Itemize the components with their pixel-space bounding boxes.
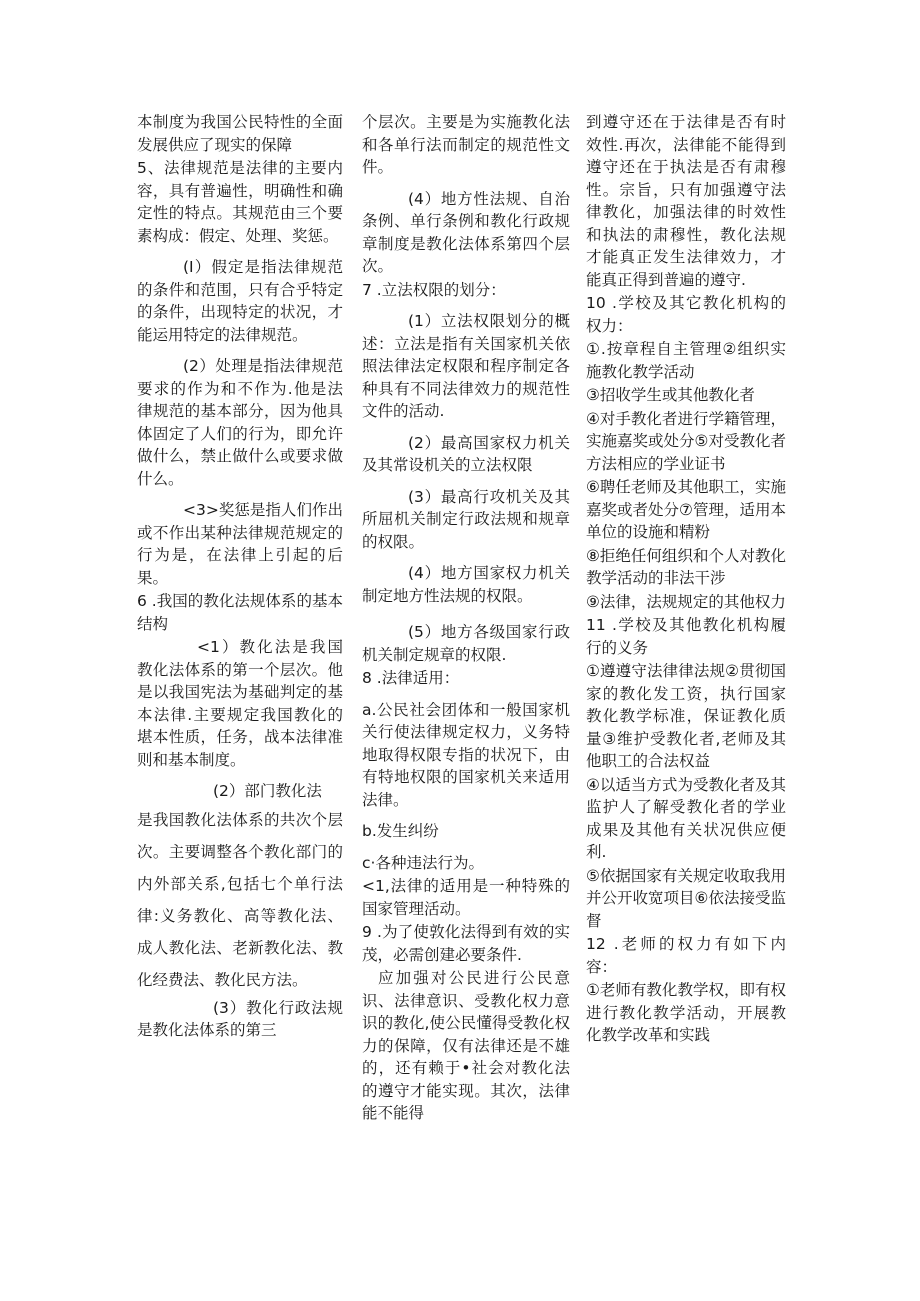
section-9-heading: 9 .为了使敦化法得到有效的实茂，必需创建必要条件. (362, 923, 570, 964)
paragraph: b.发生纠纷 (362, 822, 439, 840)
paragraph: (2）部门教化法 (213, 782, 322, 800)
paragraph: (3）教化行政法规是教化法体系的第三 (137, 998, 343, 1039)
paragraph: 本制度为我国公民特性的全面发展供应了现实的保障 (137, 113, 343, 154)
paragraph: (2）最高国家权力机关及其常设机关的立法权限 (362, 433, 570, 474)
list-item: ⑨法律，法规规定的其他权力 (586, 592, 786, 611)
text-column-left (137, 111, 343, 1043)
list-item: ④对手教化者进行学籍管理，实施嘉奖或处分⑤对受教化者方法相应的学业证书 (586, 409, 786, 473)
list-item: ⑤依据国家有关规定收取我用并公开收宽项目⑥依法接受监督 (586, 866, 786, 930)
section-5-paragraph: 5、法律规范是法律的主要内容，具有普遍性，明确性和确定性的特点。其规范由三个要素构成：假定、处理、奖惩。 (137, 159, 343, 245)
list-item: ③招收学生或其他教化者 (586, 386, 755, 404)
paragraph: (2）处理是指法律规范要求的作为和不作为.他是法律规范的基本部分，因为他具体固定了人们的行为，即允许做什么，禁止做什么或要求做什么。 (137, 357, 343, 488)
paragraph: 到遵守还在于法律是否有时效性.再次，法律能不能得到遵守还在于执法是否有肃穆性。宗旨，只有加强遵守法律教化，加强法律的时效性和执法的肃穆性，教化法规才能真正发生法律效力，才能真正得到普遍的遵守. (586, 113, 786, 289)
paragraph: <3>奖惩是指人们作出或不作出某种法律规范规定的行为是，在法律上引起的后果。 (137, 501, 343, 587)
section-11-heading: 11 .学校及其他教化机构履行的义务 (586, 616, 786, 657)
paragraph: (1）立法权限划分的概述：立法是指有关国家机关依照法律法定权限和程序制定各种具有不同法律效力的规范性文件的活动. (362, 312, 570, 420)
list-item: ①老师有教化教学权，即有权进行教化教学活动，开展教化教学改革和实践 (586, 981, 786, 1044)
text-column-right (586, 111, 786, 1048)
list-item: ⑥聘任老师及其他职工，实施嘉奖或者处分⑦管理，适用本单位的设施和精粉 (586, 478, 786, 541)
text-column-middle (362, 111, 570, 1126)
section-6-heading: 6 .我国的教化法规体系的基本结构 (137, 592, 343, 633)
paragraph: <1,法律的适用是一种特殊的国家管理活动。 (362, 877, 570, 918)
paragraph: 个层次。主要是为实施教化法和各单行法而制定的规范性文件。 (362, 113, 570, 176)
paragraph: 应加强对公民进行公民意识、法律意识、受教化权力意识的教化,使公民懂得受教化权力的保障，仅有法律还是不雄的，还有赖于•社会对教化法的遵守才能实现。其次，法律能不能得 (362, 969, 570, 1122)
list-item: ①.按章程自主管理②组织实施教化教学活动 (586, 340, 786, 381)
paragraph: <1）教化法是我国教化法体系的第一个层次。他是以我国宪法为基础判定的基本法律.主要规定我国教化的堪本性质，任务，战本法律准则和基本制度。 (137, 638, 343, 769)
list-item: ①遵遵守法律律法规②贯彻国家的教化发工资，执行国家教化教学标准，保证教化质量③维护受教化者,老师及其他职工的合法权益 (586, 662, 786, 770)
section-7-heading: 7 .立法权限的划分： (362, 280, 506, 299)
paragraph: (3）最高行攻机关及其所屈机关制定行政法规和规章的权限。 (362, 487, 570, 551)
paragraph: a.公民社会团体和一般国家机关行使法律规定权力，义务特地取得权限专指的状况下，由有特地权限的国家机关来适用法律。 (362, 700, 570, 809)
paragraph: (4）地方国家权力机关制定地方性法规的权限。 (362, 564, 570, 605)
paragraph: (I）假定是指法律规范的条件和范围，只有合乎特定的条件，出现特定的状况，才能运用特定的法律规范。 (137, 258, 343, 344)
section-10-heading: 10 .学校及其它教化机构的权力： (586, 294, 786, 335)
paragraph: 是我国教化法体系的共次个层次。主要调整各个教化部门的内外部关系,包括七个单行法律:义务教化、高等教化法、成人教化法、老新教化法、教化经费法、教化民方法。 (137, 810, 343, 989)
paragraph: c·各种违法行为。 (362, 853, 484, 872)
list-item: ④以适当方式为受教化者及其监护人了解受教化者的学业成果及其他有关状况供应便利. (586, 775, 786, 861)
paragraph: (4）地方性法规、自治条例、单行条例和教化行政规章制度是教化法体系第四个层次。 (362, 189, 570, 275)
list-item: ⑧拒绝任何组织和个人对教化教学活动的非法干涉 (586, 546, 786, 587)
paragraph: (5）地方各级国家行政机关制定规章的权限. (362, 623, 570, 664)
section-12-heading: 12 .老师的权力有如下内容： (586, 935, 786, 976)
section-8-heading: 8 .法律适用： (362, 669, 460, 687)
